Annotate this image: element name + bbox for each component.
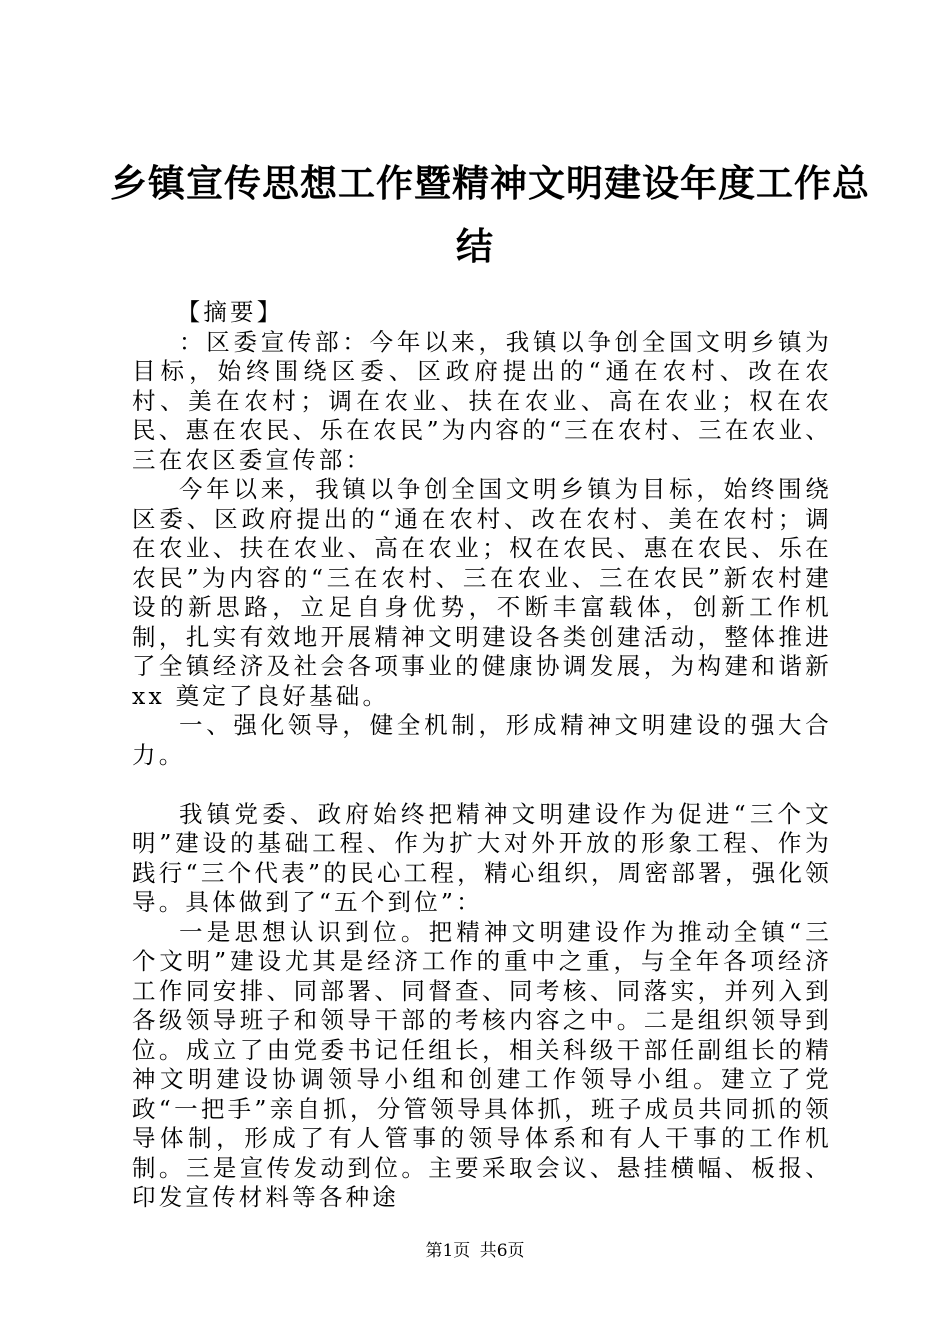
document-title-line-2: 结 [456, 224, 494, 268]
paragraph-summary: ：区委宣传部：今年以来，我镇以争创全国文明乡镇为目标，始终围绕区委、区政府提出的“通在农村、改在农村、美在农村；调在农业、扶在农业、高在农业；权在农民、惠在农民、乐在农民”为内容的“三在农村、三在农业、三在农区委宣传部： [132, 327, 832, 474]
document-body [132, 298, 832, 1213]
document-title-line-1: 乡镇宣传思想工作暨精神文明建设年度工作总 [110, 161, 870, 205]
paragraph-five-in-place: 一是思想认识到位。把精神文明建设作为推动全镇“三个文明”建设尤其是经济工作的重中之重，与全年各项经济工作同安排、同部署、同督查、同考核、同落实，并列入到各级领导班子和领导干部的考核内容之中。二是组织领导到位。成立了由党委书记任组长，相关科级干部任副组长的精神文明建设协调领导小组和创建工作领导小组。建立了党政“一把手”亲自抓，分管领导具体抓，班子成员共同抓的领导体制，形成了有人管事的领导体系和有人干事的工作机制。三是宣传发动到位。主要采取会议、悬挂横幅、板报、印发宣传材料等各种途 [132, 917, 832, 1211]
section-heading-1: 一、强化领导，健全机制，形成精神文明建设的强大合力。 [132, 711, 832, 769]
paragraph-intro: 今年以来，我镇以争创全国文明乡镇为目标，始终围绕区委、区政府提出的“通在农村、改在农村、美在农村；调在农业、扶在农业、高在农业；权在农民、惠在农民、乐在农民”为内容的“三在农村、三在农业、三在农民”新农村建设的新思路，立足自身优势，不断丰富载体，创新工作机制，扎实有效地开展精神文明建设各类创建活动，整体推进了全镇经济及社会各项事业的健康协调发展，为构建和谐新 xx 奠定了良好基础。 [132, 475, 832, 710]
page-footer [0, 1241, 950, 1261]
page-total: 共6页 [479, 1241, 525, 1261]
page-number: 第1页 [425, 1241, 471, 1261]
blank-line [132, 770, 832, 800]
abstract-label: 【摘要】 [176, 298, 284, 326]
paragraph-section-1: 我镇党委、政府始终把精神文明建设作为促进“三个文明”建设的基础工程、作为扩大对外开放的形象工程、作为践行“三个代表”的民心工程，精心组织，周密部署，强化领导。具体做到了“五个到位”： [132, 799, 832, 916]
